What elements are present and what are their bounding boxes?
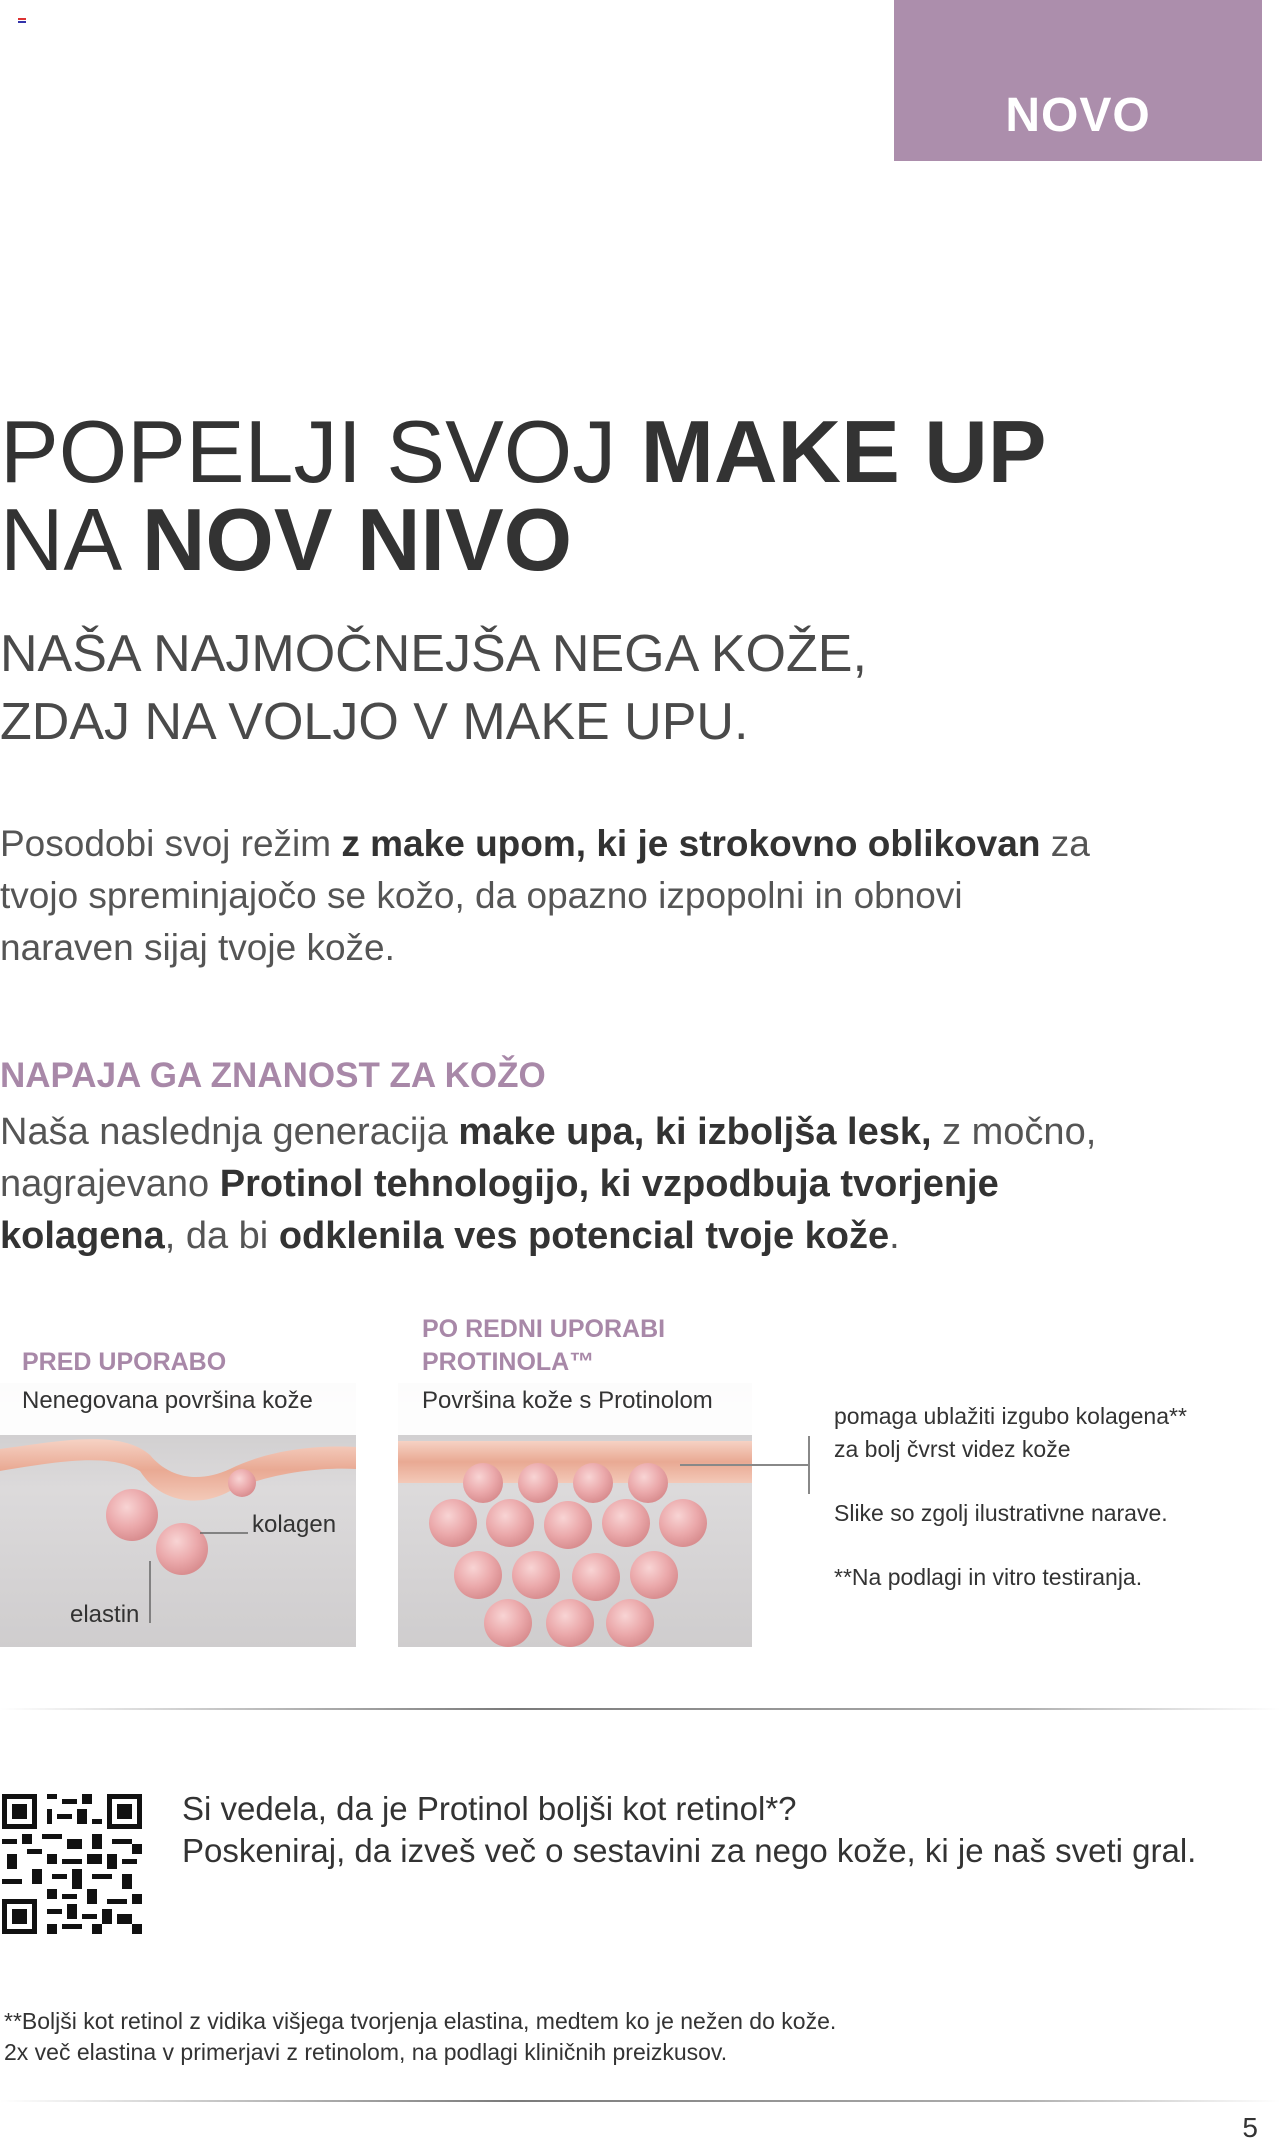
benefit-bracket <box>808 1436 810 1494</box>
intro-paragraph <box>0 818 1100 974</box>
collagen-sphere <box>228 1469 256 1497</box>
science-bold-3: odklenila ves potencial tvoje kože <box>278 1215 890 1257</box>
before-illustration <box>0 1383 356 1647</box>
footnote <box>4 2006 836 2068</box>
science-bold-2: Protinol tehnologijo, ki vzpodbuja tvorjenje kolagena <box>0 1163 999 1257</box>
qr-callout <box>182 1788 1196 1872</box>
corner-mark <box>18 18 26 24</box>
after-label-line1: PO REDNI UPORABI <box>422 1315 666 1343</box>
collagen-sphere <box>156 1523 208 1575</box>
illustrative-note: Slike so zgolj ilustrativne narave. <box>834 1500 1168 1526</box>
after-caption: Površina kože s Protinolom <box>422 1387 713 1414</box>
science-bold-1: make upa, ki izboljša lesk, <box>458 1111 932 1153</box>
headline-line1-light: POPELJI SVOJ <box>0 402 641 501</box>
headline-line1 <box>0 402 1047 501</box>
benefit-line2: za bolj čvrst videz kože <box>834 1436 1071 1462</box>
headline-line2-bold: NOV NIVO <box>141 490 573 589</box>
subheadline-line1: NAŠA NAJMOČNEJŠA NEGA KOŽE, <box>0 625 867 683</box>
qr-line1: Si vedela, da je Protinol boljši kot retinol*? <box>182 1790 797 1827</box>
before-label: PRED UPORABO <box>22 1348 227 1376</box>
novo-badge <box>894 0 1262 161</box>
headline-line1-bold: MAKE UP <box>640 402 1047 501</box>
intro-bold-1: z make upom, ki je strokovno oblikovan <box>341 823 1041 864</box>
science-text-1: Naša naslednja generacija <box>0 1111 459 1153</box>
science-title: NAPAJA GA ZNANOST ZA KOŽO <box>0 1056 546 1095</box>
benefit-note <box>834 1400 1187 1466</box>
page-number: 5 <box>1242 2112 1258 2143</box>
benefit-line1: pomaga ublažiti izgubo kolagena** <box>834 1403 1187 1429</box>
after-label-line2: PROTINOLA™ <box>422 1348 595 1376</box>
benefit-pointer <box>680 1464 810 1466</box>
intro-text-1: Posodobi svoj režim <box>0 823 342 864</box>
headline-line2-light: NA <box>0 490 142 589</box>
invitro-note: **Na podlagi in vitro testiranja. <box>834 1564 1143 1590</box>
intro-text-2: za tvojo spreminjajočo se kožo, da opazno izpopolni in obnovi naraven sijaj tvoje kože. <box>0 823 1090 968</box>
science-text-3: , da bi <box>164 1215 279 1257</box>
badge-label: NOVO <box>1005 89 1151 142</box>
headline <box>0 402 1047 589</box>
after-skin-illustration <box>398 1383 752 1647</box>
subheadline-line2: ZDAJ NA VOLJO V MAKE UPU. <box>0 693 749 751</box>
subheadline <box>0 620 867 756</box>
footnote-line1: **Boljši kot retinol z vidika višjega tvorjenja elastina, medtem ko je nežen do kože. <box>4 2008 837 2034</box>
bottom-divider <box>0 2100 1280 2102</box>
collagen-label: kolagen <box>252 1511 337 1538</box>
collagen-sphere <box>106 1489 158 1541</box>
science-text-2: z močno, nagrajevano <box>0 1111 1097 1205</box>
after-label <box>422 1313 665 1379</box>
science-paragraph <box>0 1106 1100 1262</box>
section-divider <box>0 1708 1280 1710</box>
headline-line2 <box>0 490 1046 589</box>
elastin-label: elastin <box>70 1601 140 1628</box>
qr-code[interactable] <box>2 1794 142 1934</box>
after-illustration <box>398 1383 752 1647</box>
before-caption: Nenegovana površina kože <box>22 1387 313 1414</box>
science-text-4: . <box>889 1215 900 1257</box>
collagen-sphere-cluster <box>429 1463 707 1647</box>
qr-line2: Poskeniraj, da izveš več o sestavini za nego kože, ki je naš sveti gral. <box>182 1832 1197 1869</box>
footnote-line2: 2x več elastina v primerjavi z retinolom, na podlagi kliničnih preizkusov. <box>4 2039 728 2065</box>
qr-code-graphic <box>2 1794 142 1934</box>
